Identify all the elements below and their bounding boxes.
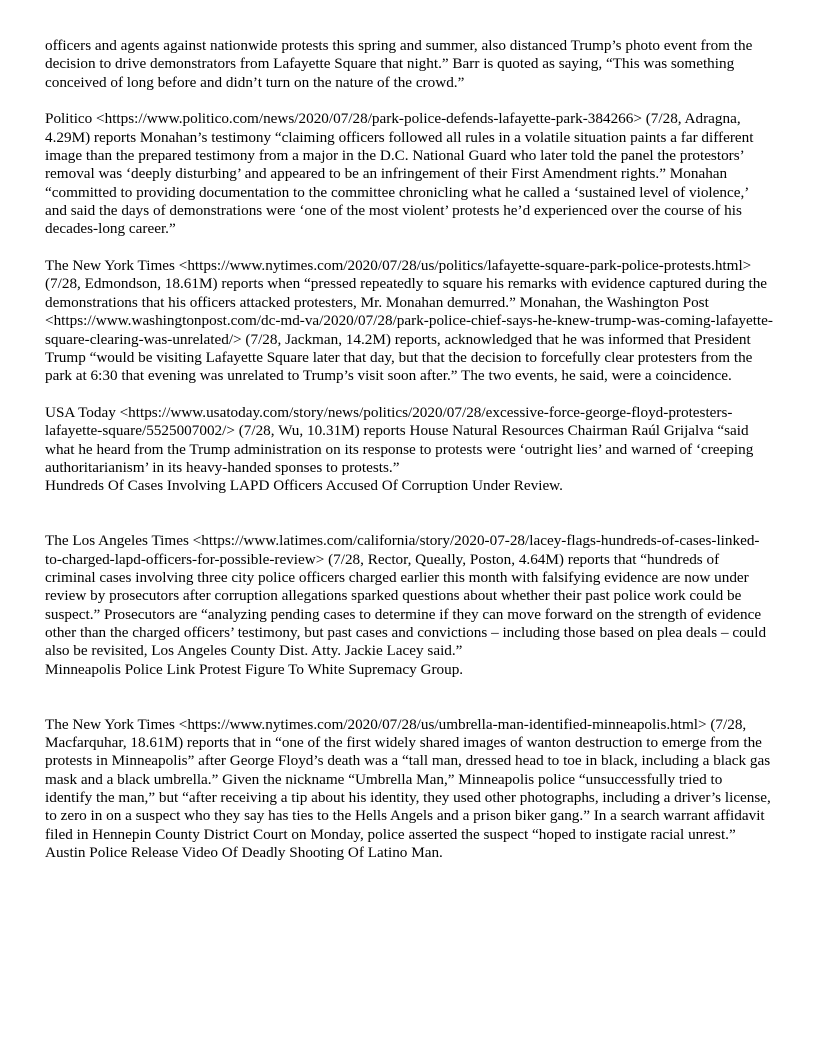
paragraph-politico: Politico <https://www.politico.com/news/2020/07/28/park-police-defends-lafayette-park-384266> (7/28, Adragna, 4.29M) reports Monahan’s testimony “claiming officers followed all rules in a volatile situation paints a far different image than the prepared testimony from a major in the D.C. National Guard who later told the panel the protestors’ removal was ‘deeply disturbing’ and appeared to be an infringement of their First Amendment rights.” Monahan “committed to providing documentation to the committee chronicling what he called a ‘sustained level of violence,’ and said the days of demonstrations were ‘one of the most violent’ protests he’d experienced over the course of his decades-long career.” bbox=[45, 110, 754, 238]
paragraph-usatoday: USA Today <https://www.usatoday.com/story/news/politics/2020/07/28/excessive-force-george-floyd-protesters-lafayette-square/5525007002/> (7/28, Wu, 10.31M) reports House Natural Resources Chairman Raúl Grijalva “said what he heard from the Trump administration on its response to protests were ‘outright lies’ and warned of ‘creeping authoritarianism’ in its heavy-handed sponses to protests.” bbox=[45, 403, 754, 476]
paragraph-nytimes-monahan: The New York Times <https://www.nytimes.com/2020/07/28/us/politics/lafayette-square-park-police-protests.html> (7/28, Edmondson, 18.61M) reports when “pressed repeatedly to square his remarks with evidence captured during the demonstrations that his officers attacked protesters, Mr. Monahan demurred.” Monahan, the Washington Post <https://www.washingtonpost.com/dc-md-va/2020/07/28/park-police-chief-says-he-knew-trump-was-coming-lafayette-square-clearing-was-unrelated/> (7/28, Jackman, 14.2M) reports, acknowledged that he was informed that President Trump “would be visiting Lafayette Square later that day, but that the decision to forcefully clear protesters from the park at 6:30 that evening was unrelated to Trump’s visit soon after.” The two events, he said, were a coincidence. bbox=[45, 257, 773, 385]
paragraph-barr-continued: officers and agents against nationwide protests this spring and summer, also distanced Trump’s photo event from the decision to drive demonstrators from Lafayette Square that night.” Barr is quoted as saying, “This was something conceived of long before and didn’t turn on the nature of the crowd.” bbox=[45, 37, 753, 91]
headline-lapd-cases: Hundreds Of Cases Involving LAPD Officers Accused Of Corruption Under Review. bbox=[45, 477, 563, 495]
headline-minneapolis: Minneapolis Police Link Protest Figure To White Supremacy Group. bbox=[45, 660, 464, 678]
document-page bbox=[45, 37, 773, 862]
paragraph-nytimes-umbrella-man: The New York Times <https://www.nytimes.com/2020/07/28/us/umbrella-man-identified-minneapolis.html> (7/28, Macfarquhar, 18.61M) reports that in “one of the first widely shared images of wanton destruction to emerge from the protests in Minneapolis” after George Floyd’s death was a “tall man, dressed head to toe in black, including a black gas mask and a black umbrella.” Given the nickname “Umbrella Man,” Minneapolis police “unsuccessfully tried to identify the man,” but “after receiving a tip about his identity, they used other photographs, including a driver’s license, to zero in on a suspect who they say has ties to the Hells Angels and a prison biker gang.” In a search warrant affidavit filed in Hennepin County District Court on Monday, police asserted the suspect “hoped to instigate racial unrest.” bbox=[45, 715, 771, 843]
paragraph-latimes: The Los Angeles Times <https://www.latimes.com/california/story/2020-07-28/lacey-flags-hundreds-of-cases-linked-to-charged-lapd-officers-for-possible-review> (7/28, Rector, Queally, Poston, 4.64M) reports that “hundreds of criminal cases involving three city police officers charged earlier this month with falsifying evidence are now under review by prosecutors after corruption allegations sparked questions about whether their past police work could be suspect.” Prosecutors are “analyzing pending cases to determine if they can move forward on the strength of evidence other than the charged officers’ testimony, but past cases and convictions – including those based on plea deals – could also be revisited, Los Angeles County Dist. Atty. Jackie Lacey said.” bbox=[45, 532, 767, 660]
headline-austin: Austin Police Release Video Of Deadly Shooting Of Latino Man. bbox=[45, 844, 443, 862]
